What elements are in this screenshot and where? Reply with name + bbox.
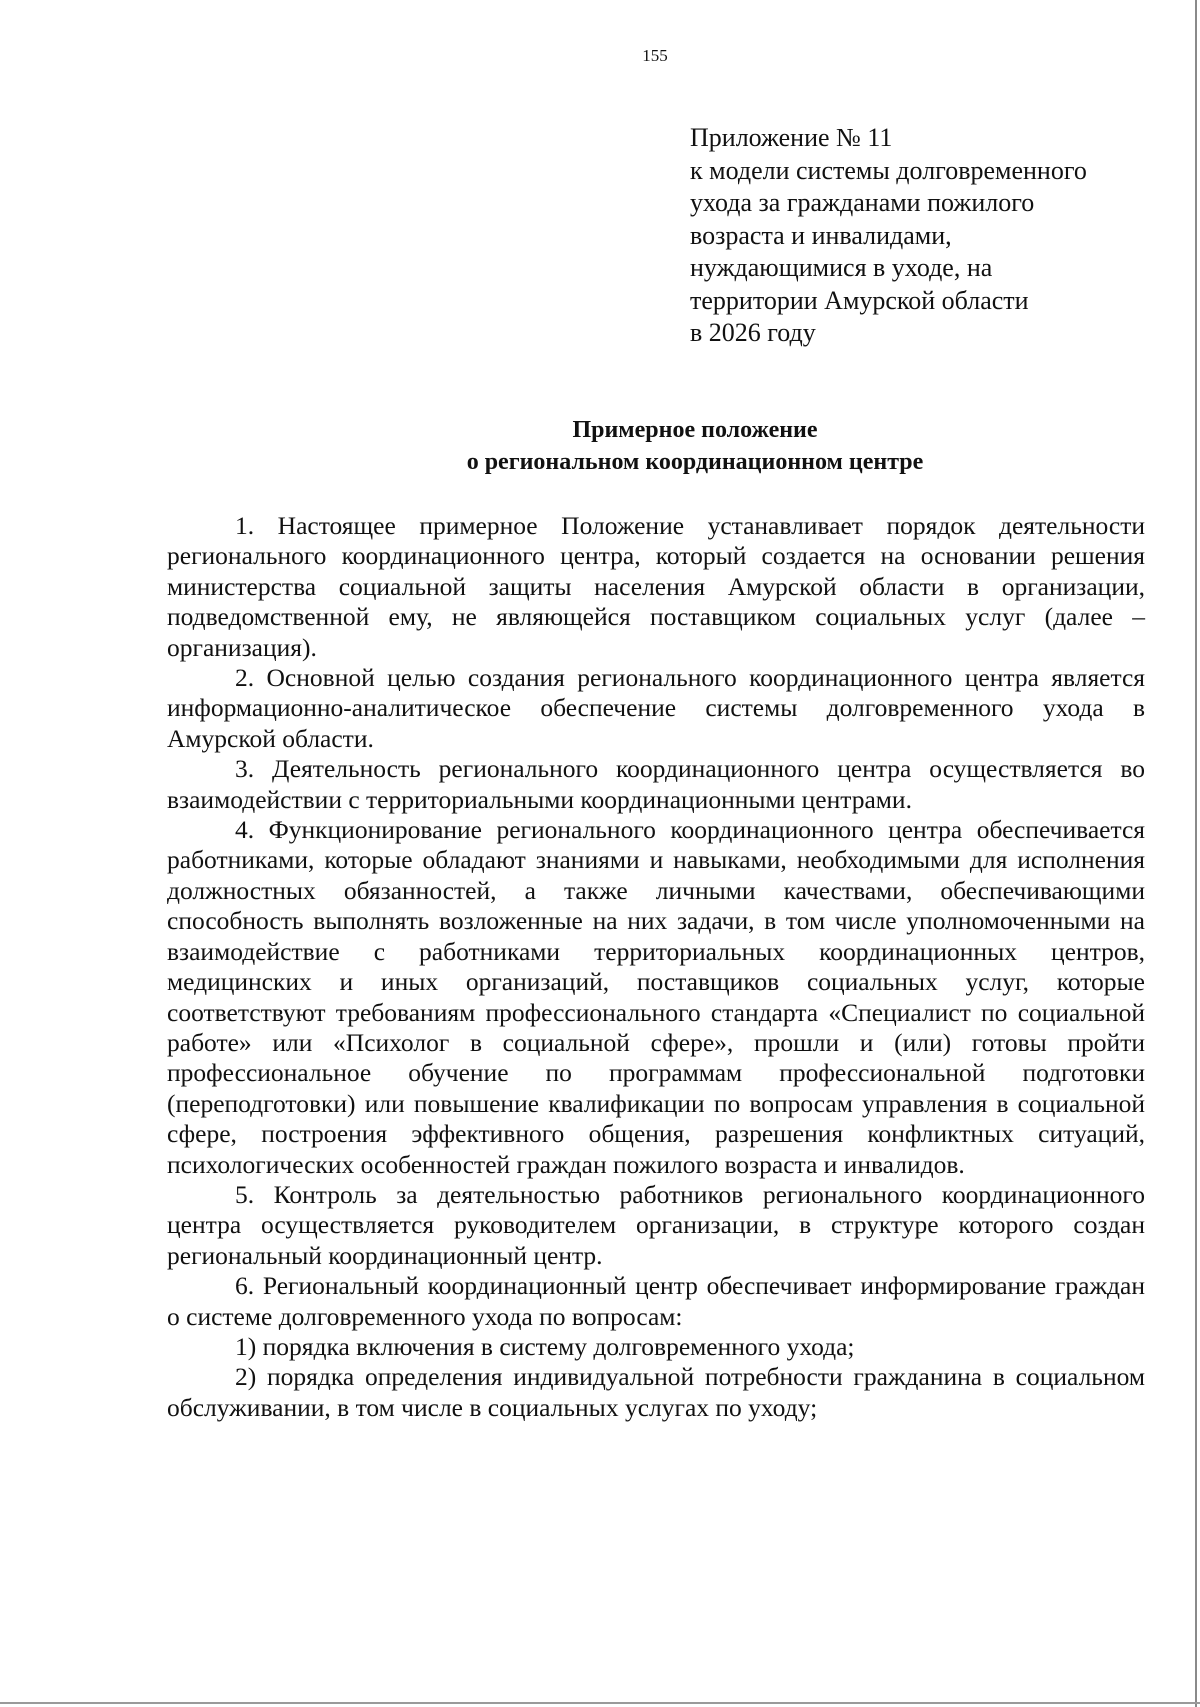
page-number: 155 <box>642 46 668 65</box>
appendix-line: ухода за гражданами пожилого <box>690 188 1035 217</box>
appendix-block <box>690 122 1130 350</box>
appendix-line: территории Амурской области <box>690 285 1029 315</box>
appendix-line: нуждающимися в уходе, на <box>690 253 993 282</box>
paragraph-6: 6. Региональный координационный центр обеспечивает информирование граждан о системе долговременного ухода по вопросам: <box>167 1271 1145 1331</box>
paragraph-3: 3. Деятельность регионального координационного центра осуществляется во взаимодействии с территориальными координационными центрами. <box>167 754 1145 814</box>
appendix-line: возраста и инвалидами, <box>690 220 952 250</box>
document-title <box>0 414 1200 478</box>
appendix-line: Приложение № 11 <box>690 123 893 152</box>
scan-edge-bottom <box>0 1702 1200 1704</box>
list-item-2: 2) порядка определения индивидуальной потребности гражданина в социальном обслуживании, в том числе в социальных услугах по уходу; <box>167 1362 1145 1422</box>
appendix-line: к модели системы долговременного <box>690 155 1087 185</box>
paragraph-5: 5. Контроль за деятельностью работников регионального координационного центра осуществляется руководителем организации, в структуре которого создан региональный координационный центр. <box>167 1179 1145 1270</box>
paragraph-2: 2. Основной целью создания регионального координационного центра является информационно-аналитическое обеспечение системы долговременного ухода в Амурской области. <box>167 663 1145 753</box>
title-line-1: Примерное положение <box>572 417 818 443</box>
list-item-1: 1) порядка включения в систему долговременного ухода; <box>235 1331 855 1361</box>
title-line-2: о региональном координационном центре <box>466 449 924 475</box>
document-body <box>167 511 1145 1423</box>
paragraph-4: 4. Функционирование регионального координационного центра обеспечивается работниками, которые обладают знаниями и навыками, необходимыми для исполнения должностных обязанностей, а также личными качествами, обеспечивающими способность выполнять возложенные на них задачи, в том числе уполномоченными на взаимодействие с работниками территориальных координационных центров, медицинских и иных организаций, поставщиков социальных услуг, которые соответствуют требованиям профессионального стандарта «Специалист по социальной работе» или «Психолог в социальной сфере», прошли и (или) готовы пройти профессиональное обучение по программам профессиональной подготовки (переподготовки) или повышение квалификации по вопросам управления в социальной сфере, построения эффективного общения, разрешения конфликтных ситуаций, психологических особенностей граждан пожилого возраста и инвалидов. <box>167 815 1145 1179</box>
appendix-line: в 2026 году <box>690 318 816 347</box>
paragraph-1: 1. Настоящее примерное Положение устанавливает порядок деятельности регионального координационного центра, который создается на основании решения министерства социальной защиты населения Амурской области в организации, подведомственной ему, не являющейся поставщиком социальных услуг (далее – организация). <box>167 511 1145 662</box>
scan-edge-right <box>1195 0 1197 1707</box>
